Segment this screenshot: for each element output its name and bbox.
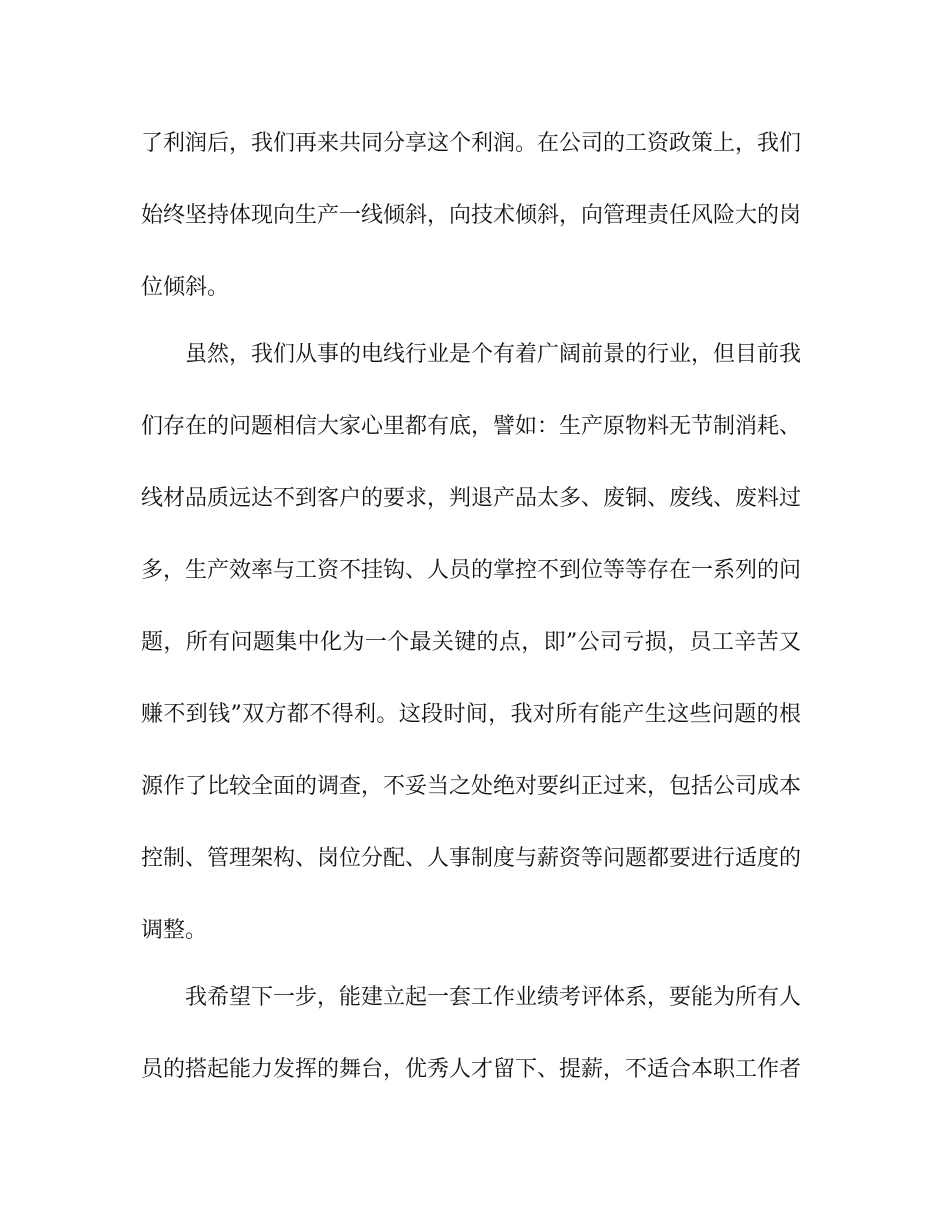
paragraph-line: 线材品质远达不到客户的要求，判退产品太多、废铜、废线、废料过 [141,486,801,511]
paragraph-line: 位倾斜。 [141,275,230,300]
paragraph-line: 员的搭起能力发挥的舞台，优秀人才留下、提薪，不适合本职工作者 [141,1057,801,1082]
paragraph-line: 了利润后，我们再来共同分享这个利润。在公司的工资政策上，我们 [141,131,801,156]
paragraph-line: 调整。 [141,918,208,943]
paragraph-line: 控制、管理架构、岗位分配、人事制度与薪资等问题都要进行适度的 [141,846,801,871]
paragraph-line: 多，生产效率与工资不挂钩、人员的掌控不到位等等存在一系列的问 [141,558,801,583]
paragraph-line: 源作了比较全面的调查，不妥当之处绝对要纠正过来，包括公司成本 [141,774,801,799]
paragraph-line: 虽然，我们从事的电线行业是个有着广阔前景的行业，但目前我 [185,342,801,367]
paragraph-line: 我希望下一步，能建立起一套工作业绩考评体系，要能为所有人 [185,985,801,1010]
paragraph-line: 题，所有问题集中化为一个最关键的点，即”公司亏损，员工辛苦又 [141,630,801,655]
paragraph-line: 们存在的问题相信大家心里都有底，譬如：生产原物料无节制消耗、 [141,414,801,439]
paragraph-line: 赚不到钱”双方都不得利。这段时间，我对所有能产生这些问题的根 [141,702,801,727]
paragraph-line: 始终坚持体现向生产一线倾斜，向技术倾斜，向管理责任风险大的岗 [141,203,801,228]
